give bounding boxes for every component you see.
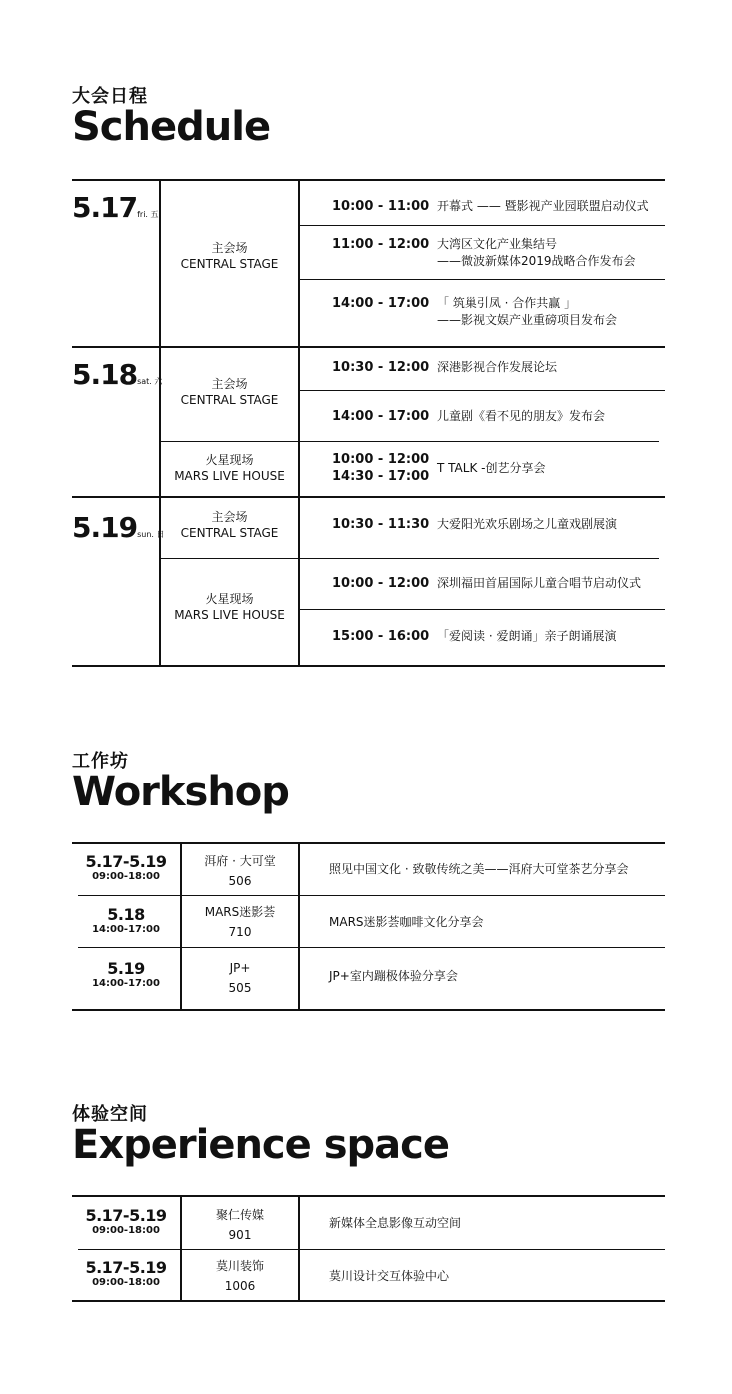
- event-title: 开幕式 —— 暨影视产业园联盟启动仪式: [437, 199, 649, 213]
- venue-mars-live-house: [161, 452, 298, 484]
- venue-room: 710: [228, 925, 252, 939]
- venue-mars-live-house: [161, 591, 298, 623]
- schedule-rule-day: [72, 496, 665, 498]
- workshop-row-event: 照见中国文化 · 致敬传统之美——洱府大可堂茶艺分享会: [329, 862, 629, 876]
- venue-central-stage: [161, 240, 298, 272]
- row-date: 5.17-5.19: [85, 1206, 167, 1225]
- workshop-title-en: Workshop: [72, 769, 289, 815]
- day-date-517: [72, 191, 159, 224]
- workshop-row-event: MARS迷影荟咖啡文化分享会: [329, 915, 484, 929]
- day-weekday: sat. 六: [137, 377, 163, 386]
- event-time: 14:00 - 17:00: [332, 409, 430, 424]
- day-date: 5.18: [72, 358, 138, 391]
- event-time: 11:00 - 12:00: [332, 237, 430, 252]
- schedule-rule-top: [72, 179, 665, 181]
- venue-name: MARS迷影荟: [204, 905, 276, 919]
- event-time: 10:00 - 11:00: [332, 199, 430, 214]
- event-time: 10:00 - 12:00: [332, 576, 430, 591]
- event-title: 深圳福田首届国际儿童合唱节启动仪式: [437, 576, 642, 590]
- experience-row-event: 莫川设计交互体验中心: [329, 1269, 450, 1283]
- day-weekday: fri. 五: [137, 210, 159, 219]
- venue-central-stage: [161, 376, 298, 408]
- row-hours: 09:00-18:00: [92, 1277, 160, 1288]
- experience-row-venue: [182, 1256, 298, 1296]
- event-time: 10:30 - 12:00: [332, 360, 430, 375]
- event-time: 14:00 - 17:00: [332, 296, 430, 311]
- workshop-title-zh: 工作坊: [72, 751, 129, 772]
- schedule-rule: [298, 279, 665, 280]
- event-title: 大湾区文化产业集结号: [437, 237, 558, 251]
- venue-name: JP+: [229, 961, 251, 975]
- experience-rule-bottom: [72, 1300, 665, 1302]
- experience-row-date: [72, 1206, 180, 1236]
- experience-row-event: 新媒体全息影像互动空间: [329, 1216, 462, 1230]
- venue-name: 莫川装饰: [215, 1259, 264, 1273]
- workshop-rule-top: [72, 842, 665, 844]
- workshop-row-venue: [182, 851, 298, 891]
- venue-name-zh: 火星现场: [205, 453, 254, 467]
- venue-central-stage: [161, 509, 298, 541]
- schedule-title-zh: 大会日程: [72, 86, 148, 107]
- event-time: 10:00 - 12:00: [332, 452, 430, 467]
- venue-room: 505: [228, 981, 252, 995]
- day-date-519: [72, 511, 165, 544]
- experience-divider-event: [298, 1195, 300, 1300]
- experience-row-venue: [182, 1205, 298, 1245]
- event-title: 儿童剧《看不见的朋友》发布会: [437, 409, 606, 423]
- venue-name-en: MARS LIVE HOUSE: [174, 608, 285, 622]
- schedule-rule: [298, 225, 665, 226]
- workshop-row-date: [72, 852, 180, 882]
- schedule-title-en: Schedule: [72, 104, 271, 150]
- event-time: 10:30 - 11:30: [332, 517, 430, 532]
- workshop-rule: [78, 947, 665, 948]
- row-date: 5.17-5.19: [85, 1258, 167, 1277]
- schedule-rule: [159, 558, 659, 559]
- day-date: 5.19: [72, 511, 138, 544]
- experience-title-en: Experience space: [72, 1122, 449, 1168]
- schedule-rule: [159, 441, 659, 442]
- event-subtitle: ——影视文娱产业重磅项目发布会: [437, 313, 618, 327]
- schedule-rule-bottom: [72, 665, 665, 667]
- event-time-2: 14:30 - 17:00: [332, 469, 430, 484]
- venue-name-zh: 主会场: [211, 510, 248, 524]
- venue-name-en: CENTRAL STAGE: [180, 257, 279, 271]
- venue-name-zh: 主会场: [211, 241, 248, 255]
- event-title: 深港影视合作发展论坛: [437, 360, 558, 374]
- row-hours: 14:00-17:00: [92, 924, 160, 935]
- venue-room: 901: [228, 1228, 252, 1242]
- schedule-rule-day: [72, 346, 665, 348]
- venue-name-zh: 火星现场: [205, 592, 254, 606]
- row-date: 5.17-5.19: [85, 852, 167, 871]
- workshop-rule-bottom: [72, 1009, 665, 1011]
- event-title: 「爱阅读 · 爱朗诵」亲子朗诵展演: [437, 629, 617, 643]
- event-title: 「 筑巢引凤 · 合作共赢 」: [437, 296, 577, 310]
- row-hours: 09:00-18:00: [92, 1225, 160, 1236]
- experience-row-date: [72, 1258, 180, 1288]
- row-date: 5.18: [107, 905, 145, 924]
- experience-title-zh: 体验空间: [72, 1104, 148, 1125]
- experience-rule-top: [72, 1195, 665, 1197]
- schedule-divider-time: [298, 179, 300, 666]
- event-time: 15:00 - 16:00: [332, 629, 430, 644]
- venue-name: 聚仁传媒: [215, 1208, 264, 1222]
- venue-name-en: CENTRAL STAGE: [180, 393, 279, 407]
- schedule-rule: [298, 609, 665, 610]
- venue-room: 506: [228, 874, 252, 888]
- event-subtitle: ——微波新媒体2019战略合作发布会: [437, 254, 636, 268]
- row-hours: 09:00-18:00: [92, 871, 160, 882]
- workshop-row-date: [72, 959, 180, 989]
- row-hours: 14:00-17:00: [92, 978, 160, 989]
- venue-name-en: CENTRAL STAGE: [180, 526, 279, 540]
- venue-name: 洱府 · 大可堂: [204, 854, 276, 868]
- venue-name-en: MARS LIVE HOUSE: [174, 469, 285, 483]
- row-date: 5.19: [107, 959, 145, 978]
- workshop-row-event: JP+室内蹦极体验分享会: [329, 969, 458, 983]
- workshop-row-venue: [182, 902, 298, 942]
- experience-rule: [78, 1249, 665, 1250]
- workshop-rule: [78, 895, 665, 896]
- day-weekday: sun. 日: [137, 530, 165, 539]
- day-date-518: [72, 358, 162, 391]
- day-date: 5.17: [72, 191, 138, 224]
- venue-name-zh: 主会场: [211, 377, 248, 391]
- schedule-rule: [298, 390, 665, 391]
- workshop-row-venue: [182, 958, 298, 998]
- venue-room: 1006: [224, 1279, 256, 1293]
- workshop-divider-event: [298, 842, 300, 1009]
- workshop-row-date: [72, 905, 180, 935]
- event-title: 大爱阳光欢乐剧场之儿童戏剧展演: [437, 517, 618, 531]
- event-title: T TALK -创艺分享会: [437, 461, 546, 475]
